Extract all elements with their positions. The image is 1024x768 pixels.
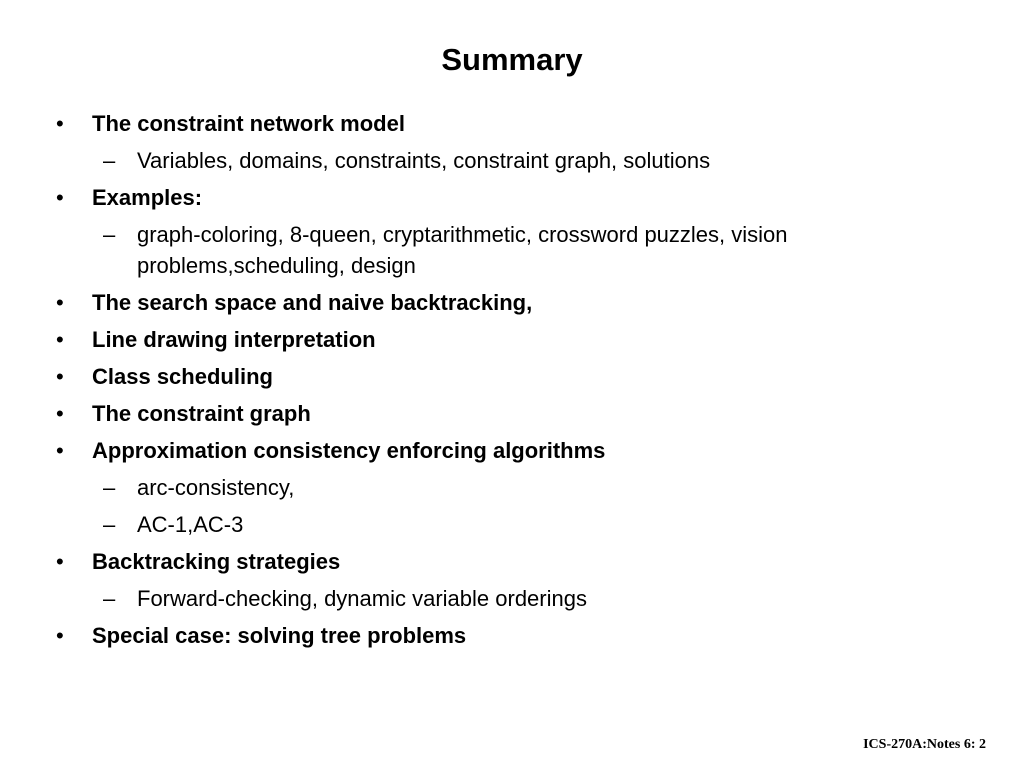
bullet-marker: • [56,438,64,463]
sub-list-item [0,509,1024,546]
list-item-text: Line drawing interpretation [92,327,376,352]
bullet-marker: • [56,623,64,648]
dash-marker: – [103,475,116,500]
list-item [0,398,1024,435]
list-item-text: Approximation consistency enforcing algorithms [92,438,606,463]
list-item-text: The constraint network model [92,111,405,136]
list-item-text: Special case: solving tree problems [92,623,467,648]
dash-marker: – [103,512,116,537]
list-item-text: The search space and naive backtracking, [92,290,533,315]
list-item [0,620,1024,657]
sub-list-item-text: Forward-checking, dynamic variable orderings [137,586,587,611]
dash-marker: – [103,222,116,247]
slide-title: Summary [441,42,583,77]
bullet-marker: • [56,364,64,389]
list-item-text: The constraint graph [92,401,311,426]
dash-marker: – [103,586,116,611]
list-item [0,182,1024,219]
sub-list-item [0,219,1024,287]
list-item-text: Class scheduling [92,364,273,389]
bullet-marker: • [56,549,64,574]
sub-list-item-text: AC-1,AC-3 [137,512,244,537]
bullet-list [0,108,1024,657]
dash-marker: – [103,148,116,173]
bullet-marker: • [56,290,64,315]
slide-footer: ICS-270A:Notes 6: 2 [863,737,986,752]
bullet-marker: • [56,327,64,352]
list-item-text: Examples: [92,185,203,210]
list-item [0,546,1024,583]
bullet-marker: • [56,185,64,210]
bullet-marker: • [56,111,64,136]
list-item [0,361,1024,398]
list-item [0,287,1024,324]
list-item [0,108,1024,145]
list-item [0,435,1024,472]
list-item-text: Backtracking strategies [92,549,341,574]
sub-list-item [0,472,1024,509]
sub-list-item-text: Variables, domains, constraints, constraint graph, solutions [137,148,711,173]
sub-list-item [0,583,1024,620]
bullet-marker: • [56,401,64,426]
list-item [0,324,1024,361]
sub-list-item [0,145,1024,182]
sub-list-item-text: graph-coloring, 8-queen, cryptarithmetic, crossword puzzles, vision problems,scheduling, design [137,222,788,278]
sub-list-item-text: arc-consistency, [137,475,295,500]
